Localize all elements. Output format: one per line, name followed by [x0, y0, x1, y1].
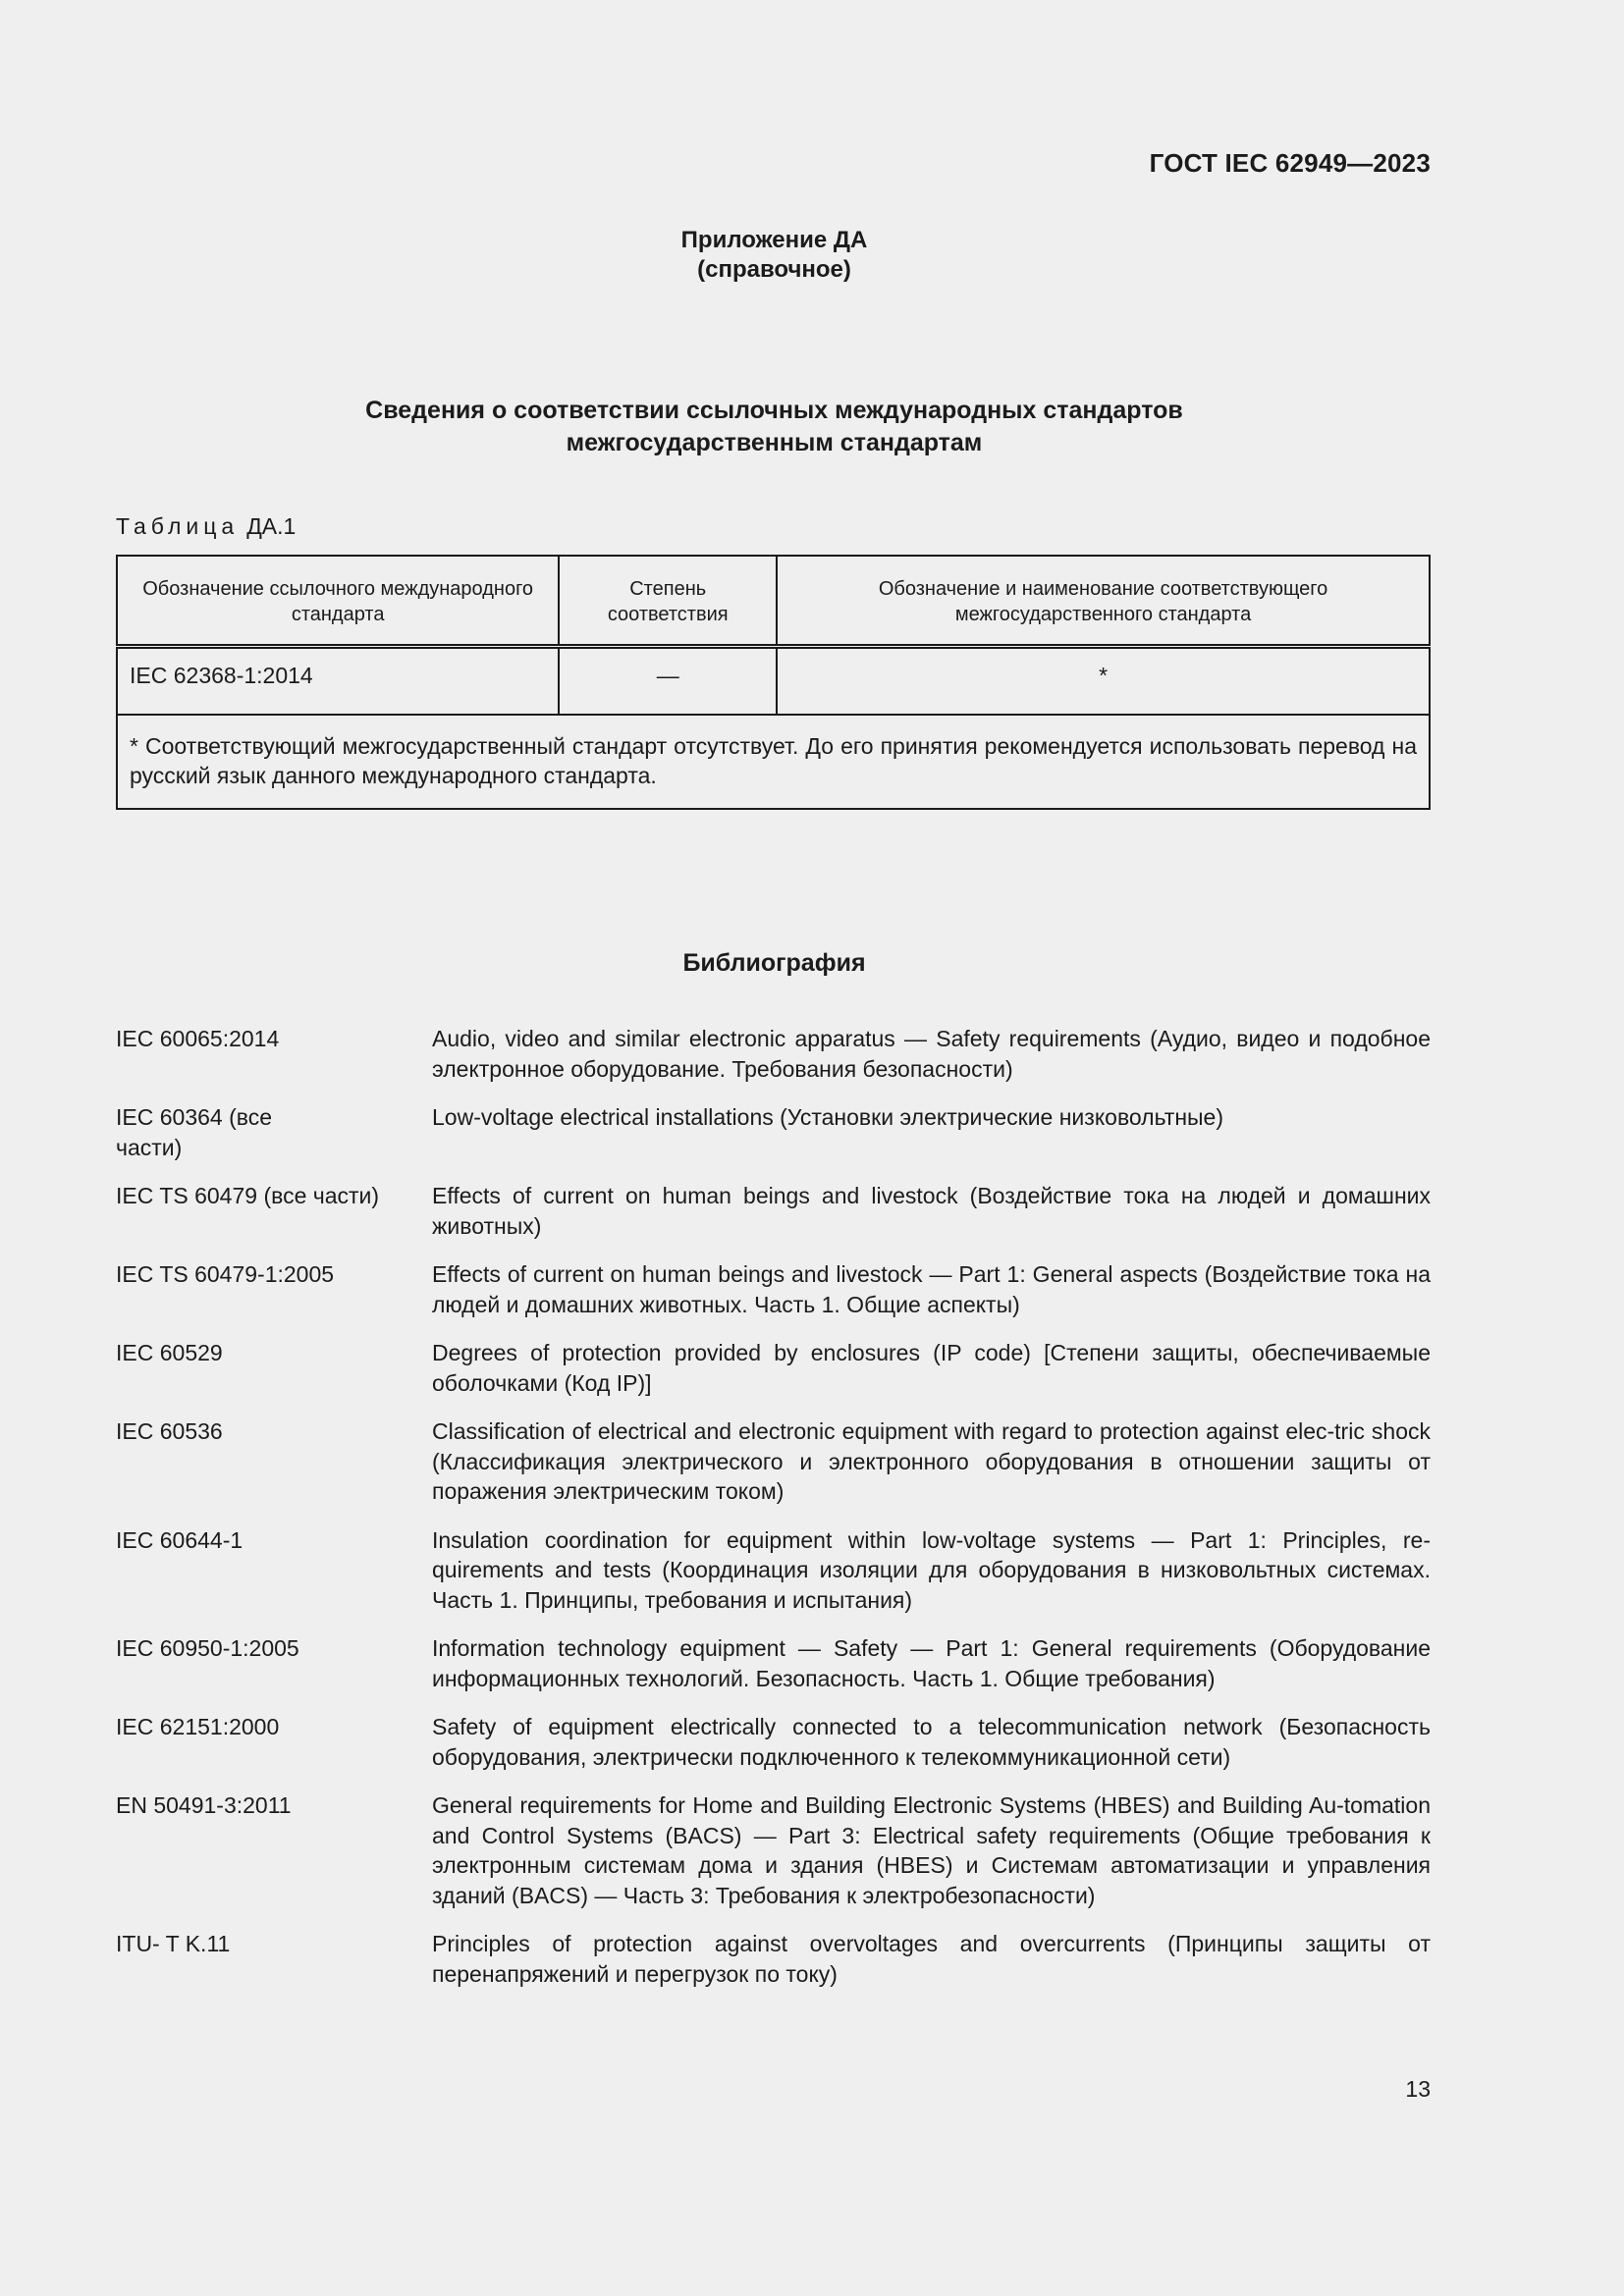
table-cell: IEC 62368-1:2014 [117, 646, 559, 715]
main-title-line-1: Сведения о соответствии ссылочных международных стандартов [365, 397, 1183, 424]
bibliography-code: IEC 60364 (все части) [116, 1104, 272, 1160]
bibliography-item [116, 1633, 1431, 1693]
bibliography-title: Библиография [682, 949, 866, 977]
page-number: 13 [1405, 2076, 1431, 2102]
bibliography-item [116, 1024, 1431, 1084]
bibliography-item [116, 1929, 1431, 1989]
table-header-cell: Обозначение ссылочного международного стандарта [117, 556, 559, 646]
bibliography-item [116, 1102, 1431, 1162]
bibliography-text: Effects of current on human beings and livestock — Part 1: General aspects (Воздействие тока на людей и домашних животных. Часть 1. Общие аспекты) [432, 1261, 1431, 1317]
document-id-header: ГОСТ IEC 62949—2023 [1149, 148, 1431, 178]
bibliography-code: IEC TS 60479 (все части) [116, 1183, 380, 1208]
table-cell: * [777, 646, 1430, 715]
bibliography-list [116, 1024, 1431, 2007]
table-caption-word: Таблица [116, 513, 240, 539]
bibliography-code: ITU- T K.11 [116, 1931, 231, 1956]
bibliography-item [116, 1712, 1431, 1772]
bibliography-text: Information technology equipment — Safety — Part 1: General requirements (Оборудование информационных технологий. Безопасность. Часть 1. Общие требования) [432, 1635, 1431, 1691]
table-header-cell: Степень соответствия [559, 556, 777, 646]
bibliography-code: IEC 60950-1:2005 [116, 1635, 299, 1661]
table-note: * Соответствующий межгосударственный стандарт отсутствует. До его принятия рекомендуется использовать перевод на русский язык данного международного стандарта. [117, 715, 1430, 809]
table-note-row [117, 715, 1430, 809]
bibliography-text: Effects of current on human beings and livestock (Воздействие тока на людей и домашних животных) [432, 1183, 1431, 1239]
bibliography-item [116, 1259, 1431, 1319]
annex-main-title [0, 395, 1548, 459]
table-header-row [117, 556, 1430, 646]
table-header-cell: Обозначение и наименование соответствующего межгосударственного стандарта [777, 556, 1430, 646]
bibliography-item [116, 1416, 1431, 1507]
bibliography-code: EN 50491-3:2011 [116, 1792, 292, 1818]
bibliography-item [116, 1525, 1431, 1616]
bibliography-code: IEC 62151:2000 [116, 1714, 280, 1739]
bibliography-text: Safety of equipment electrically connected to a telecommunication network (Безопасность оборудования, электрически подключенного к телекоммуникационной сети) [432, 1714, 1431, 1770]
main-title-line-2: межгосударственным стандартам [566, 429, 983, 456]
bibliography-text: Insulation coordination for equipment within low-voltage systems — Part 1: Principles, re-quirements and tests (Координация изоляции для оборудования в низковольтных системах. Часть 1. Принципы, требования и испытания) [432, 1526, 1431, 1613]
correspondence-table [116, 555, 1431, 810]
bibliography-text: General requirements for Home and Building Electronic Systems (HBES) and Building Au-tomation and Control Systems (BACS) — Part 3: Electrical safety requirements (Общие требования к электронным системам дома и здания (HBES) и Системам автоматизации и управления зданий (BACS) — Часть 3: Требования к электробезопасности) [432, 1792, 1431, 1908]
table-caption-number: ДА.1 [246, 513, 297, 539]
bibliography-code: IEC 60644-1 [116, 1526, 244, 1553]
bibliography-item [116, 1181, 1431, 1241]
table-caption [116, 513, 296, 540]
table-cell: — [559, 646, 777, 715]
bibliography-text: Principles of protection against overvoltages and overcurrents (Принципы защиты от перенапряжений и перегрузок по току) [432, 1931, 1431, 1987]
annex-title: Приложение ДА [680, 227, 868, 253]
bibliography-text: Classification of electrical and electronic equipment with regard to protection against elec-tric shock (Классификация электрического и электронного оборудования в отношении защиты от поражения электрическим током) [432, 1418, 1431, 1504]
bibliography-text: Audio, video and similar electronic apparatus — Safety requirements (Аудио, видео и подобное электронное оборудование. Требования безопасности) [432, 1026, 1431, 1082]
bibliography-text: Low-voltage electrical installations (Установки электрические низковольтные) [432, 1104, 1224, 1130]
bibliography-code: IEC 60536 [116, 1418, 223, 1444]
bibliography-item [116, 1790, 1431, 1910]
bibliography-code: IEC 60065:2014 [116, 1026, 280, 1051]
bibliography-item [116, 1338, 1431, 1398]
annex-heading [0, 226, 1548, 285]
table-row [117, 646, 1430, 715]
bibliography-code: IEC 60529 [116, 1340, 223, 1365]
bibliography-text: Degrees of protection provided by enclosures (IP code) [Степени защиты, обеспечиваемые оболочками (Код IP)] [432, 1340, 1431, 1396]
annex-subtitle: (справочное) [697, 256, 851, 283]
bibliography-code: IEC TS 60479-1:2005 [116, 1261, 335, 1287]
